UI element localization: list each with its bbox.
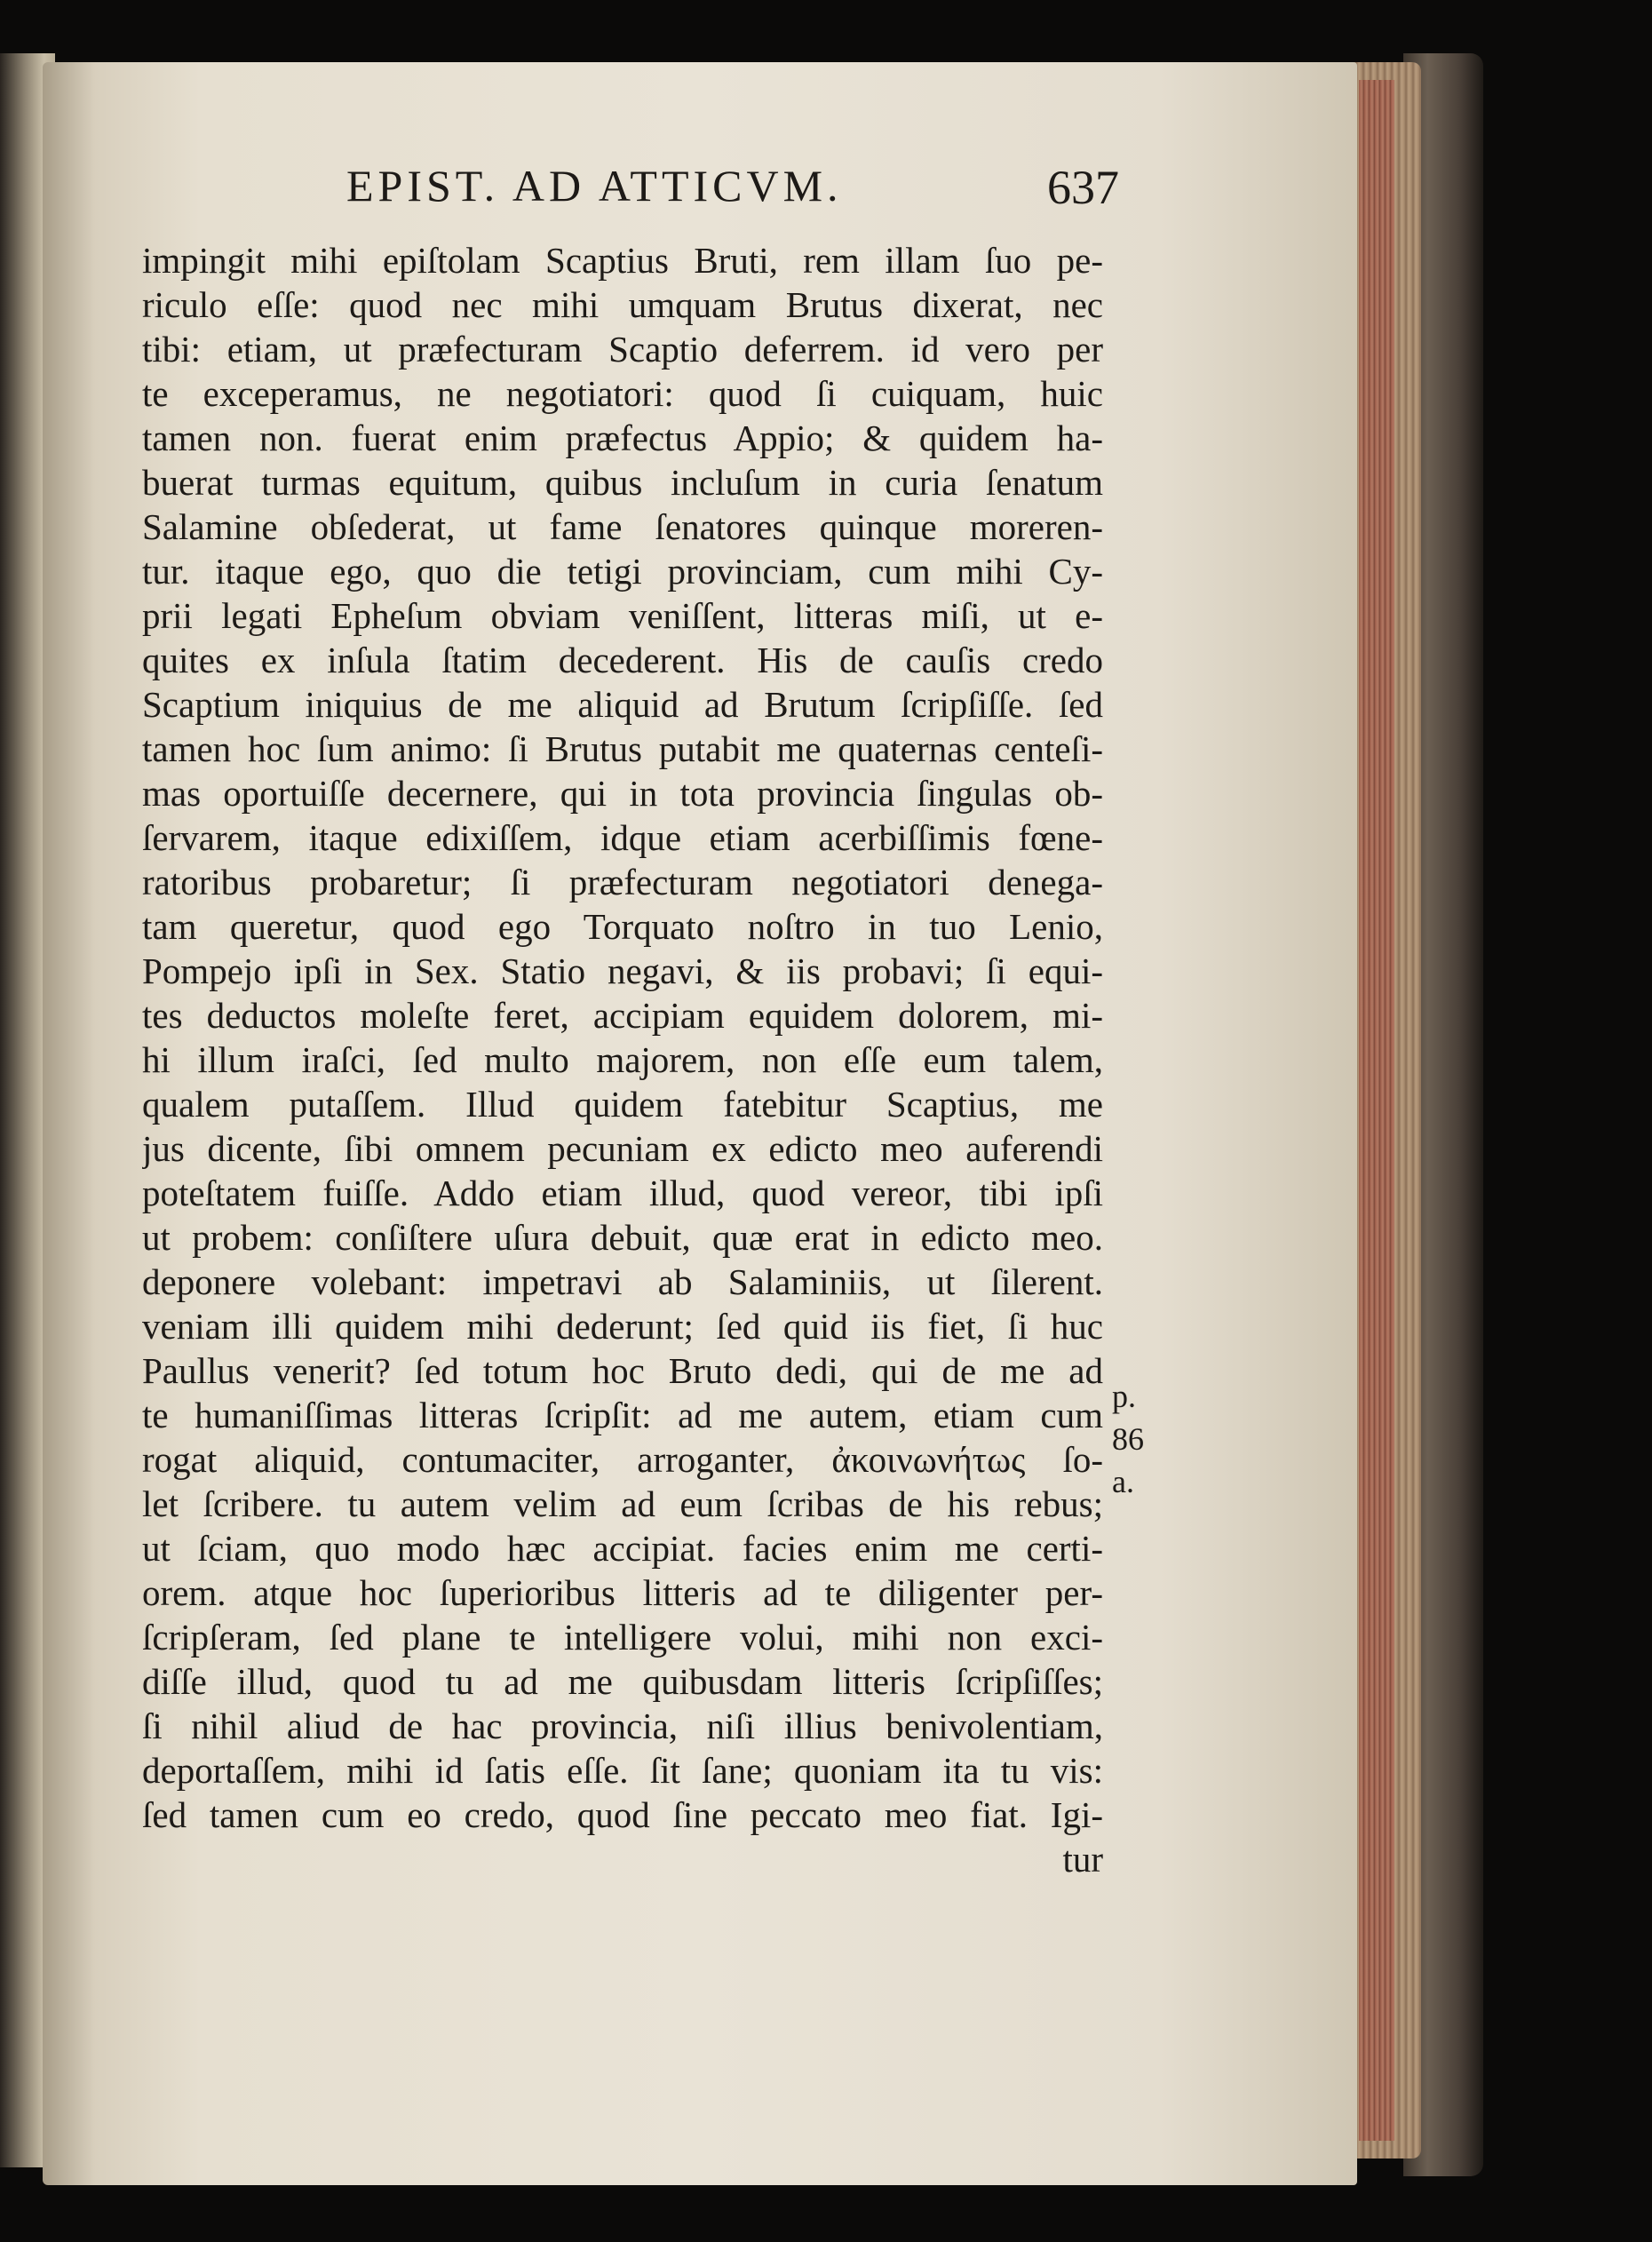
text-line: tamen non. fuerat enim præfectus Appio; & quidem ha- bbox=[142, 417, 1103, 458]
text-line: deportaſſem, mihi id ſatis eſſe. ſit ſane; quoniam ita tu vis: bbox=[142, 1750, 1103, 1791]
text-line: veniam illi quidem mihi dederunt; ſed quid iis fiet, ſi huc bbox=[142, 1306, 1103, 1347]
text-line: hi illum iraſci, ſed multo majorem, non eſſe eum talem, bbox=[142, 1039, 1103, 1080]
margin-note-page-ref: p. 86 bbox=[1112, 1379, 1144, 1457]
text-line: ſcripſeram, ſed plane te intelligere volui, mihi non exci- bbox=[142, 1617, 1103, 1658]
text-line: Paullus venerit? ſed totum hoc Bruto dedi, qui de me ad bbox=[142, 1350, 1103, 1391]
page-stack-red-edges bbox=[1359, 80, 1394, 2141]
text-line: te humaniſſimas litteras ſcripſit: ad me autem, etiam cum bbox=[142, 1395, 1103, 1435]
page-number: 637 bbox=[1047, 161, 1119, 214]
text-line: ſervarem, itaque edixiſſem, idque etiam acerbiſſimis fœne- bbox=[142, 817, 1103, 858]
text-line: tur. itaque ego, quo die tetigi provinciam, cum mihi Cy- bbox=[142, 551, 1103, 592]
text-line: te exceperamus, ne negotiatori: quod ſi cuiquam, huic bbox=[142, 373, 1103, 414]
text-line: tamen hoc ſum animo: ſi Brutus putabit me quaternas centeſi- bbox=[142, 728, 1103, 769]
text-line: quites ex inſula ſtatim decederent. His de cauſis credo bbox=[142, 640, 1103, 680]
text-line: ſed tamen cum eo credo, quod ſine peccato meo fiat. Igi- bbox=[142, 1794, 1103, 1835]
text-line: Salamine obſederat, ut fame ſenatores quinque moreren- bbox=[142, 506, 1103, 547]
text-line: prii legati Epheſum obviam veniſſent, litteras miſi, ut e- bbox=[142, 595, 1103, 636]
text-line: riculo eſſe: quod nec mihi umquam Brutus dixerat, nec bbox=[142, 284, 1103, 325]
text-line: tam queretur, quod ego Torquato noſtro in tuo Lenio, bbox=[142, 906, 1103, 947]
text-line: let ſcribere. tu autem velim ad eum ſcribas de his rebus; bbox=[142, 1483, 1103, 1524]
text-line: Pompejo ipſi in Sex. Statio negavi, & iis probavi; ſi equi- bbox=[142, 950, 1103, 991]
running-title: EPIST. AD ATTICVM. bbox=[346, 161, 843, 211]
text-line: jus dicente, ſibi omnem pecuniam ex edicto meo auferendi bbox=[142, 1128, 1103, 1169]
text-line: poteſtatem fuiſſe. Addo etiam illud, quod vereor, tibi ipſi bbox=[142, 1173, 1103, 1213]
text-line: buerat turmas equitum, quibus incluſum in curia ſenatum bbox=[142, 462, 1103, 503]
text-line: mas oportuiſſe decernere, qui in tota provincia ſingulas ob- bbox=[142, 773, 1103, 814]
margin-note bbox=[1112, 1375, 1174, 1503]
text-line: deponere volebant: impetravi ab Salaminiis, ut ſilerent. bbox=[142, 1261, 1103, 1302]
body-text bbox=[142, 238, 1103, 1881]
text-line: tibi: etiam, ut præfecturam Scaptio deferrem. id vero per bbox=[142, 329, 1103, 370]
margin-note-column-ref: a. bbox=[1112, 1464, 1134, 1499]
page-header bbox=[346, 160, 1119, 222]
text-line: ratoribus probaretur; ſi præfecturam negotiatori denega- bbox=[142, 862, 1103, 902]
text-line: Scaptium iniquius de me aliquid ad Brutum ſcripſiſſe. ſed bbox=[142, 684, 1103, 725]
text-line: tes deductos moleſte feret, accipiam equidem dolorem, mi- bbox=[142, 995, 1103, 1036]
text-line: rogat aliquid, contumaciter, arroganter, ἀκοινωνήτως ſo- bbox=[142, 1439, 1103, 1480]
text-line: orem. atque hoc ſuperioribus litteris ad te diligenter per- bbox=[142, 1572, 1103, 1613]
text-line: impingit mihi epiſtolam Scaptius Bruti, rem illam ſuo pe- bbox=[142, 240, 1103, 281]
text-line: ut probem: conſiſtere uſura debuit, quæ erat in edicto meo. bbox=[142, 1217, 1103, 1258]
text-line: qualem putaſſem. Illud quidem fatebitur Scaptius, me bbox=[142, 1084, 1103, 1125]
text-line: ut ſciam, quo modo hæc accipiat. facies enim me certi- bbox=[142, 1528, 1103, 1569]
text-line: diſſe illud, quod tu ad me quibusdam litteris ſcripſiſſes; bbox=[142, 1661, 1103, 1702]
catchword: tur bbox=[1062, 1839, 1103, 1880]
text-line: ſi nihil aliud de hac provincia, niſi illius benivolentiam, bbox=[142, 1705, 1103, 1746]
